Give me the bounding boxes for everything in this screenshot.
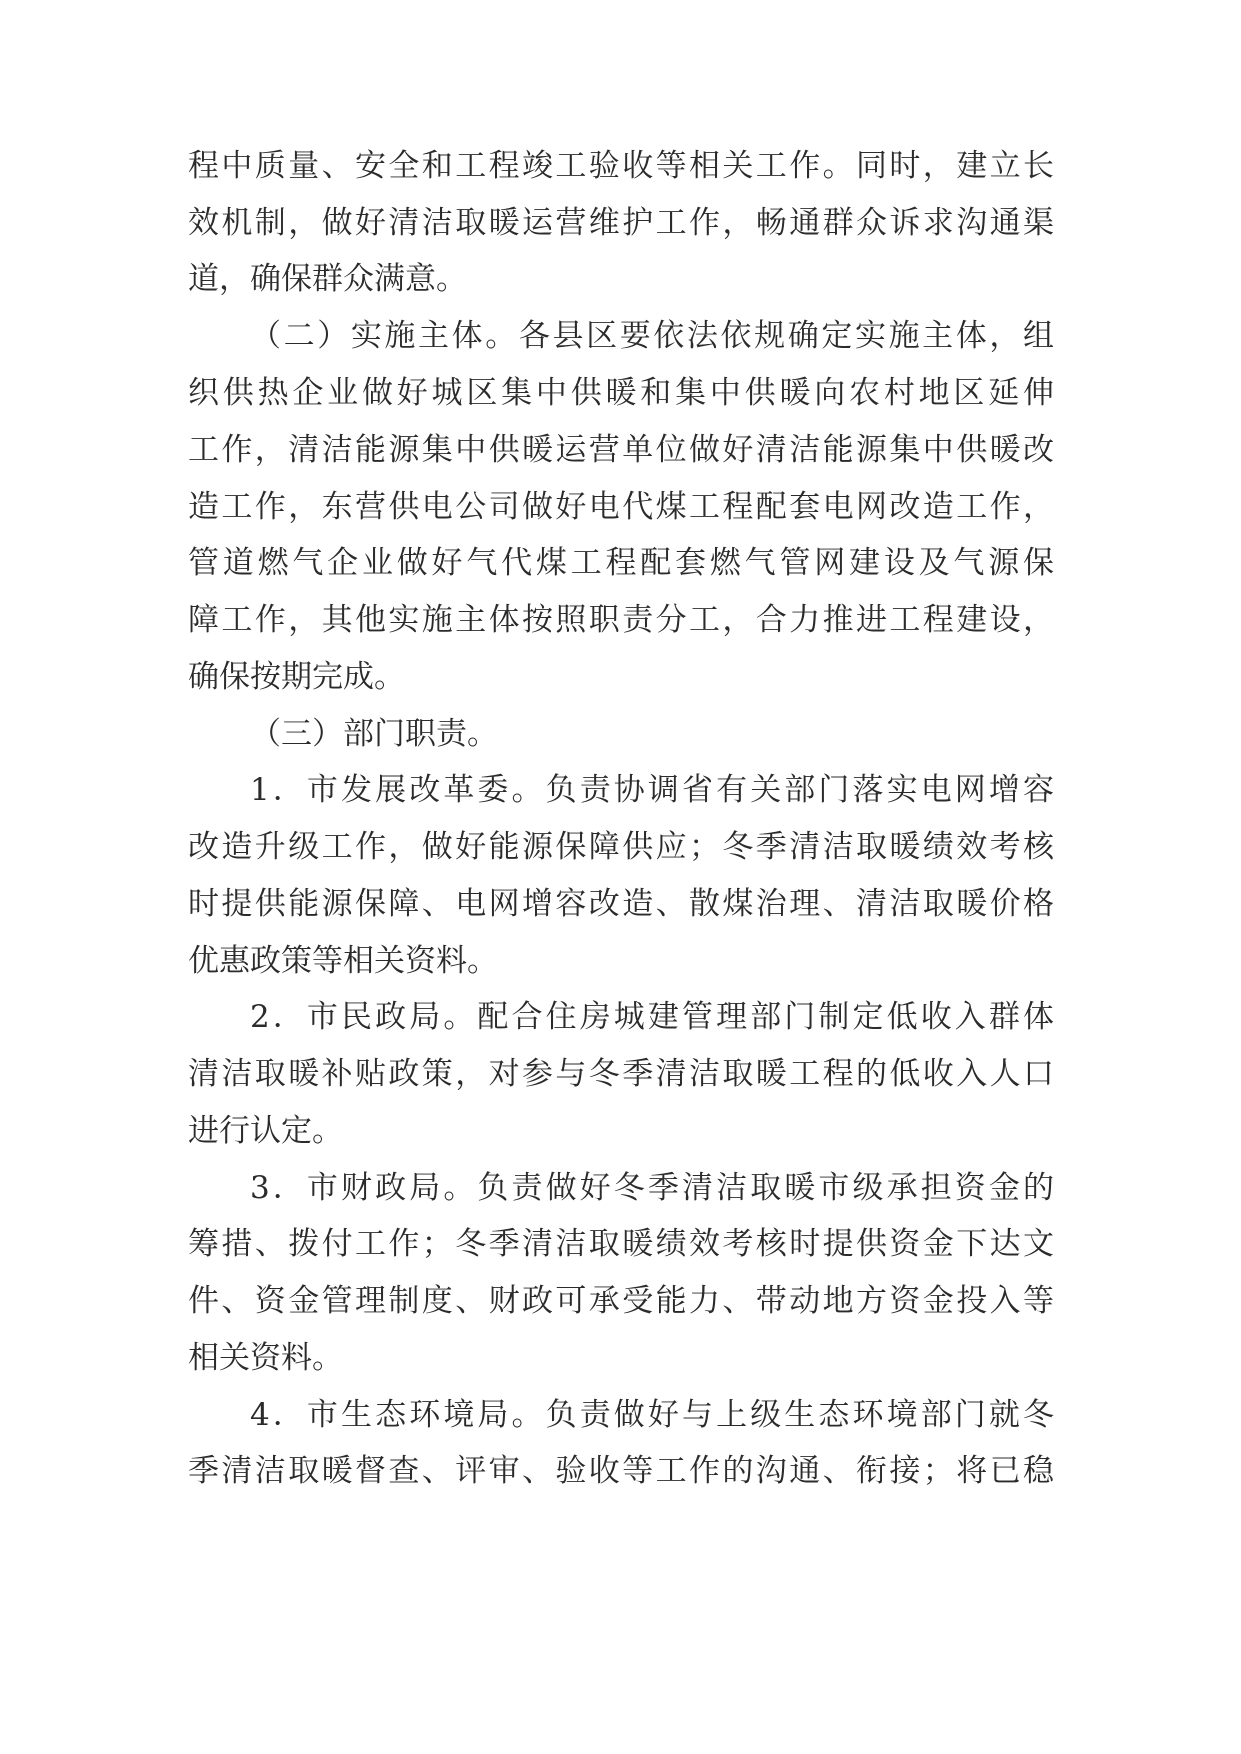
list-item-3: 3．市财政局。负责做好冬季清洁取暖市级承担资金的 bbox=[250, 1170, 1054, 1206]
body-text-line: 清洁取暖补贴政策，对参与冬季清洁取暖工程的低收入人口 bbox=[188, 1056, 1054, 1092]
section-heading-responsibilities: （三）部门职责。 bbox=[250, 716, 498, 752]
body-text-line: 确保按期完成。 bbox=[188, 659, 405, 695]
body-text-line: 程中质量、安全和工程竣工验收等相关工作。同时，建立长 bbox=[188, 148, 1054, 184]
body-text-line: 改造升级工作，做好能源保障供应；冬季清洁取暖绩效考核 bbox=[188, 829, 1054, 865]
body-text-line: 相关资料。 bbox=[188, 1340, 343, 1376]
body-text-line: 道，确保群众满意。 bbox=[188, 261, 467, 297]
body-text-line: 优惠政策等相关资料。 bbox=[188, 943, 498, 979]
body-text-line: 件、资金管理制度、财政可承受能力、带动地方资金投入等 bbox=[188, 1283, 1054, 1319]
body-text-line: 季清洁取暖督查、评审、验收等工作的沟通、衔接；将已稳 bbox=[188, 1453, 1054, 1489]
list-item-1: 1．市发展改革委。负责协调省有关部门落实电网增容 bbox=[250, 772, 1054, 808]
body-text-line: 工作，清洁能源集中供暖运营单位做好清洁能源集中供暖改 bbox=[188, 432, 1054, 468]
section-heading-implementers: （二）实施主体。各县区要依法依规确定实施主体，组 bbox=[250, 318, 1054, 354]
body-text-line: 进行认定。 bbox=[188, 1113, 343, 1149]
body-text-line: 障工作，其他实施主体按照职责分工，合力推进工程建设， bbox=[188, 602, 1054, 638]
body-text-line: 筹措、拨付工作；冬季清洁取暖绩效考核时提供资金下达文 bbox=[188, 1226, 1054, 1262]
body-text-line: 时提供能源保障、电网增容改造、散煤治理、清洁取暖价格 bbox=[188, 886, 1054, 922]
list-item-2: 2．市民政局。配合住房城建管理部门制定低收入群体 bbox=[250, 999, 1054, 1035]
body-text-line: 造工作，东营供电公司做好电代煤工程配套电网改造工作， bbox=[188, 489, 1054, 525]
body-text-line: 织供热企业做好城区集中供暖和集中供暖向农村地区延伸 bbox=[188, 375, 1054, 411]
body-text-line: 管道燃气企业做好气代煤工程配套燃气管网建设及气源保 bbox=[188, 545, 1054, 581]
list-item-4: 4．市生态环境局。负责做好与上级生态环境部门就冬 bbox=[250, 1397, 1054, 1433]
body-text-line: 效机制，做好清洁取暖运营维护工作，畅通群众诉求沟通渠 bbox=[188, 205, 1054, 241]
